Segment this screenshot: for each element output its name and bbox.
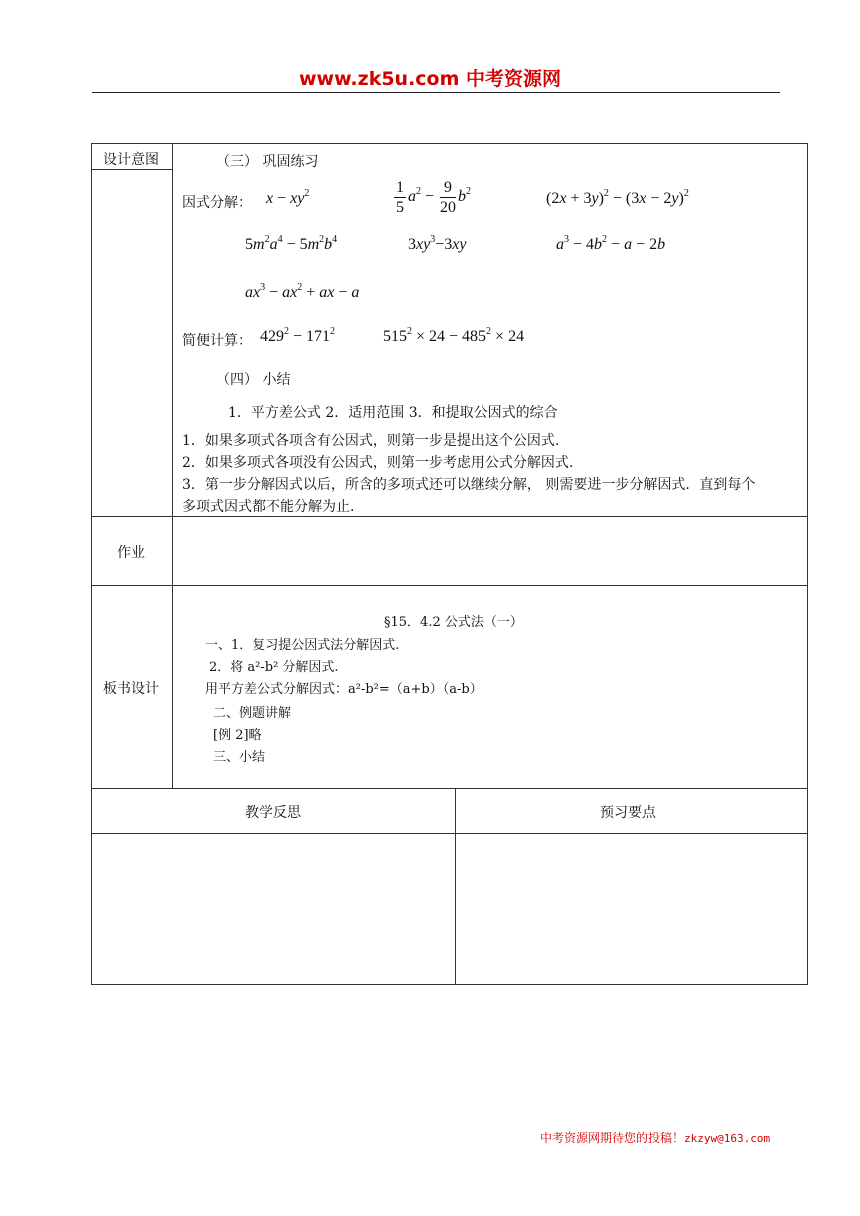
site-header-title: www.zk5u.com 中考资源网: [298, 68, 562, 90]
reflection-column-divider: [455, 788, 456, 985]
summary-points: 1．平方差公式 2．适用范围 3．和提取公因式的综合: [228, 405, 558, 421]
expr-difference-of-squares: $(2x + 3y)^2 - (3x - 2y)^2$: [546, 188, 689, 207]
design-label-underline: [91, 169, 172, 170]
rule-1: 1．如果多项式各项含有公因式，则第一步是提出这个公因式.: [182, 433, 560, 449]
expr-fraction-a2-b2: $\frac{1}{5}$ $a^2$ − $\frac{9}{20}$ $b^2$: [396, 179, 472, 216]
preview-points-label: 预习要点: [600, 805, 656, 821]
board-line-2: 2．将 a²-b² 分解因式.: [209, 660, 339, 675]
footer-text: 中考资源网期待您的投稿！: [540, 1131, 685, 1145]
board-line-6: 三、小结: [213, 750, 266, 765]
teaching-reflection-label: 教学反思: [245, 805, 301, 821]
section4-title: （四） 小结: [216, 372, 291, 388]
expr-5m2a4-5m2b4: $5m^2a^4 - 5m^2b^4$: [245, 234, 338, 253]
expr-515-485: $515^2 \times 24 - 485^2 \times 24$: [383, 326, 525, 345]
simple-calc-label: 简便计算：: [182, 333, 252, 349]
board-design-label: 板书设计: [103, 681, 159, 697]
expr-x-minus-xy2: $x - xy^2$: [266, 188, 310, 207]
board-line-1: 一、1．复习提公因式法分解因式.: [205, 638, 400, 653]
rule-3: 3．第一步分解因式以后，所含的多项式还可以继续分解， 则需要进一步分解因式．直到每个: [182, 477, 756, 493]
expr-429-171: $429^2 - 171^2$: [260, 326, 336, 345]
homework-label: 作业: [117, 545, 145, 561]
board-title: §15．4.2 公式法（一）: [384, 615, 523, 630]
row-divider-reflection: [91, 788, 808, 789]
label-column-divider: [172, 143, 173, 788]
footer-contribution-note: [540, 1129, 770, 1146]
expr-3xy3-3xy: $3xy^3-3xy$: [408, 234, 467, 253]
footer-email[interactable]: zkzyw@163.com: [684, 1132, 771, 1145]
row-divider-reflection-body: [91, 833, 808, 834]
factor-label: 因式分解：: [182, 195, 252, 211]
header-divider: [92, 92, 780, 93]
rule-3-continued: 多项式因式都不能分解为止.: [182, 499, 355, 515]
expr-ax3-ax2-ax-a: $ax^3 - ax^2$ + ax − a: [245, 282, 360, 301]
row-divider-homework: [91, 516, 808, 517]
rule-2: 2．如果多项式各项没有公因式，则第一步考虑用公式分解因式.: [182, 455, 574, 471]
design-intent-label: 设计意图: [103, 152, 159, 168]
board-line-3: 用平方差公式分解因式：a²-b²=（a+b）（a-b）: [205, 682, 483, 697]
lesson-table: [91, 143, 808, 985]
board-line-5: [例 2]略: [213, 728, 262, 743]
expr-a3-4b2-a-2b: $a^3 - 4b^2 - a - 2b$: [556, 234, 666, 253]
section3-title: （三） 巩固练习: [216, 154, 319, 170]
board-line-4: 二、例题讲解: [213, 706, 292, 721]
row-divider-board: [91, 585, 808, 586]
